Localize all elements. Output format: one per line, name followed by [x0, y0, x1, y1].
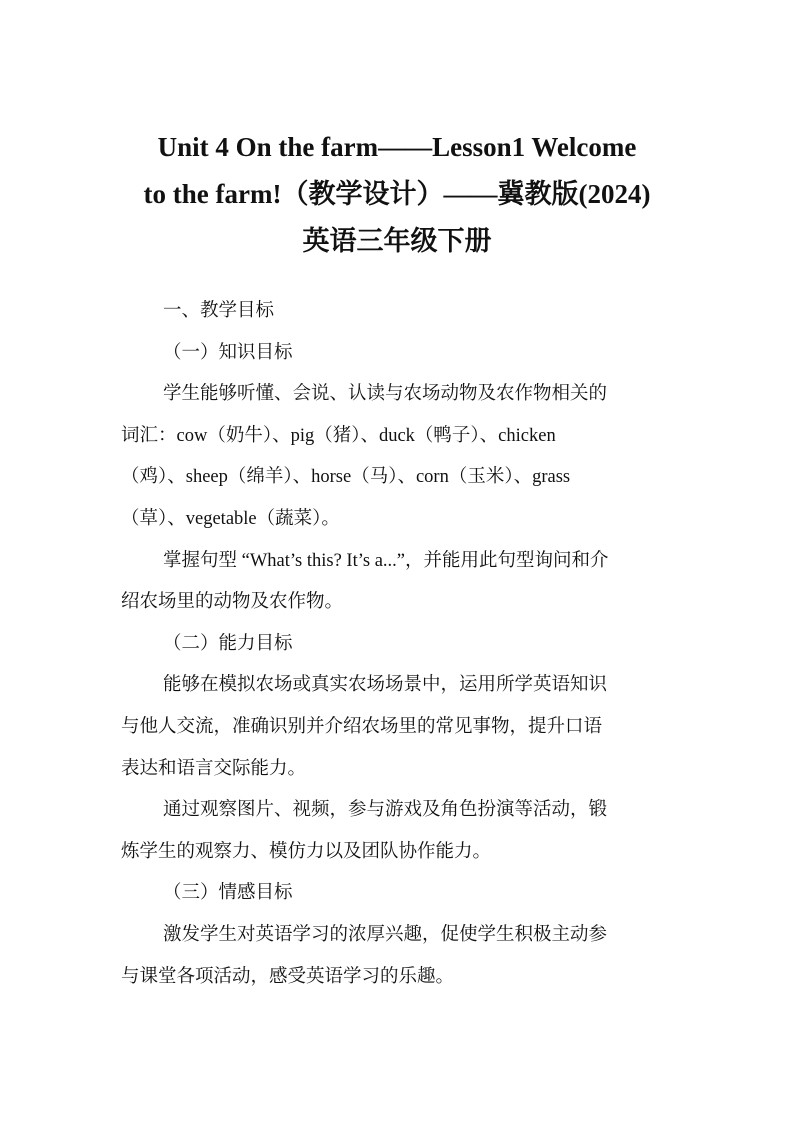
paragraph-line: 绍农场里的动物及农作物。: [121, 592, 344, 613]
paragraph-line: 与课堂各项活动，感受英语学习的乐趣。: [121, 966, 455, 987]
subheading-ability-objectives: （二）能力目标: [163, 633, 293, 654]
subheading-emotional-objectives: （三）情感目标: [163, 883, 293, 904]
paragraph-line: 表达和语言交际能力。: [121, 758, 307, 779]
paragraph-line: 学生能够听懂、会说、认读与农场动物及农作物相关的: [163, 384, 608, 405]
paragraph-line: （鸡）、sheep（绵羊）、horse（马）、corn（玉米）、grass: [121, 467, 571, 488]
paragraph-line: 炼学生的观察力、模仿力以及团队协作能力。: [121, 841, 492, 862]
paragraph-line: 与他人交流，准确识别并介绍农场里的常见事物，提升口语: [121, 716, 603, 737]
paragraph-ability-1: [121, 665, 676, 790]
title-line-3: 英语三年级下册: [302, 226, 492, 256]
title-line-1: Unit 4 On the farm——Lesson1 Welcome: [157, 132, 637, 162]
paragraph-line: （草）、vegetable（蔬菜）。: [121, 508, 340, 529]
paragraph-sentence-pattern: [121, 541, 676, 624]
document-title: [100, 124, 694, 265]
paragraph-ability-2: [121, 790, 676, 873]
paragraph-line: 激发学生对英语学习的浓厚兴趣，促使学生积极主动参: [163, 924, 608, 945]
paragraph-line: 掌握句型 “What’s this? It’s a...”，并能用此句型询问和介: [163, 550, 609, 571]
paragraph-line: 通过观察图片、视频，参与游戏及角色扮演等活动，锻: [163, 800, 608, 821]
paragraph-emotional: [121, 915, 676, 998]
title-line-2: to the farm!（教学设计）——冀教版(2024): [143, 179, 651, 209]
paragraph-vocabulary: [121, 374, 676, 540]
paragraph-line: 能够在模拟农场或真实农场场景中，运用所学英语知识: [163, 675, 608, 696]
subheading-knowledge-objectives: （一）知识目标: [163, 342, 293, 363]
document-body: [121, 291, 676, 998]
section-heading-teaching-objectives: 一、教学目标: [163, 301, 275, 321]
paragraph-line: 词汇：cow（奶牛）、pig（猪）、duck（鸭子）、chicken: [121, 425, 556, 446]
